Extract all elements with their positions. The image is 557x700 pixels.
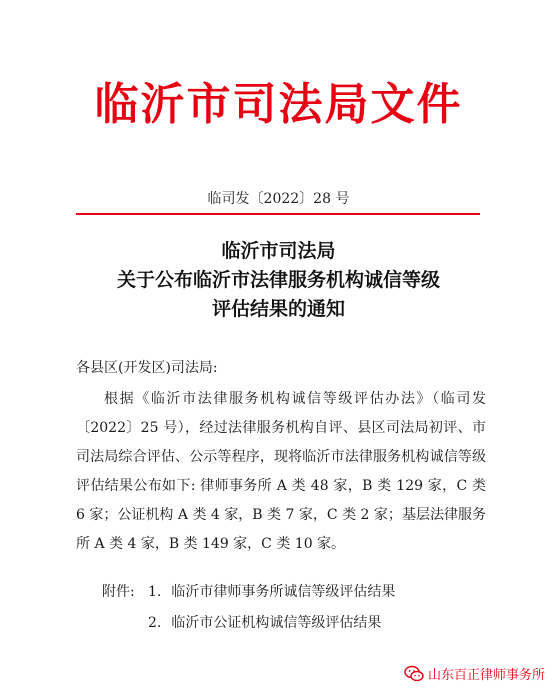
red-divider-line <box>76 213 480 215</box>
attachment-item <box>102 608 395 639</box>
notice-title <box>0 237 557 324</box>
notice-title-line-3: 评估结果的通知 <box>211 298 345 320</box>
notice-title-line-2: 关于公布临沂市法律服务机构诚信等级 <box>116 269 440 291</box>
attachment-number: 1. <box>148 584 162 600</box>
attachment-title: 临沂市公证机构诚信等级评估结果 <box>171 615 382 631</box>
notice-title-line-1: 临沂市司法局 <box>221 240 336 262</box>
document-header-title: 临沂市司法局文件 <box>94 79 463 130</box>
watermark <box>404 664 545 683</box>
body-paragraph: 根据《临沂市法律服务机构诚信等级评估办法》（临司发〔2022〕25 号），经过法律服务机构自评、县区司法局初评、市司法局综合评估、公示等程序，现将临沂市法律服务机构诚信等级评估结果公布如下: 律师事务所 A 类 48 家，B 类 129 家，C 类 6 家；公证机构 A 类 4 家，B 类 7 家，C 类 2 家；基层法律服务所 A 类 4 家，B 类 149 家，C 类 10 家。 <box>76 391 486 552</box>
attachment-number: 2. <box>148 615 162 631</box>
attachments-list <box>102 577 395 639</box>
wechat-icon <box>404 665 424 683</box>
attachment-item <box>102 577 395 608</box>
addressee: 各县区(开发区)司法局: <box>76 360 218 376</box>
attachments-label: 附件: <box>102 584 135 600</box>
watermark-text: 山东百正律师事务所 <box>427 668 545 683</box>
attachment-title: 临沂市律师事务所诚信等级评估结果 <box>171 584 396 600</box>
document-number: 临司发〔2022〕28 号 <box>207 191 350 207</box>
